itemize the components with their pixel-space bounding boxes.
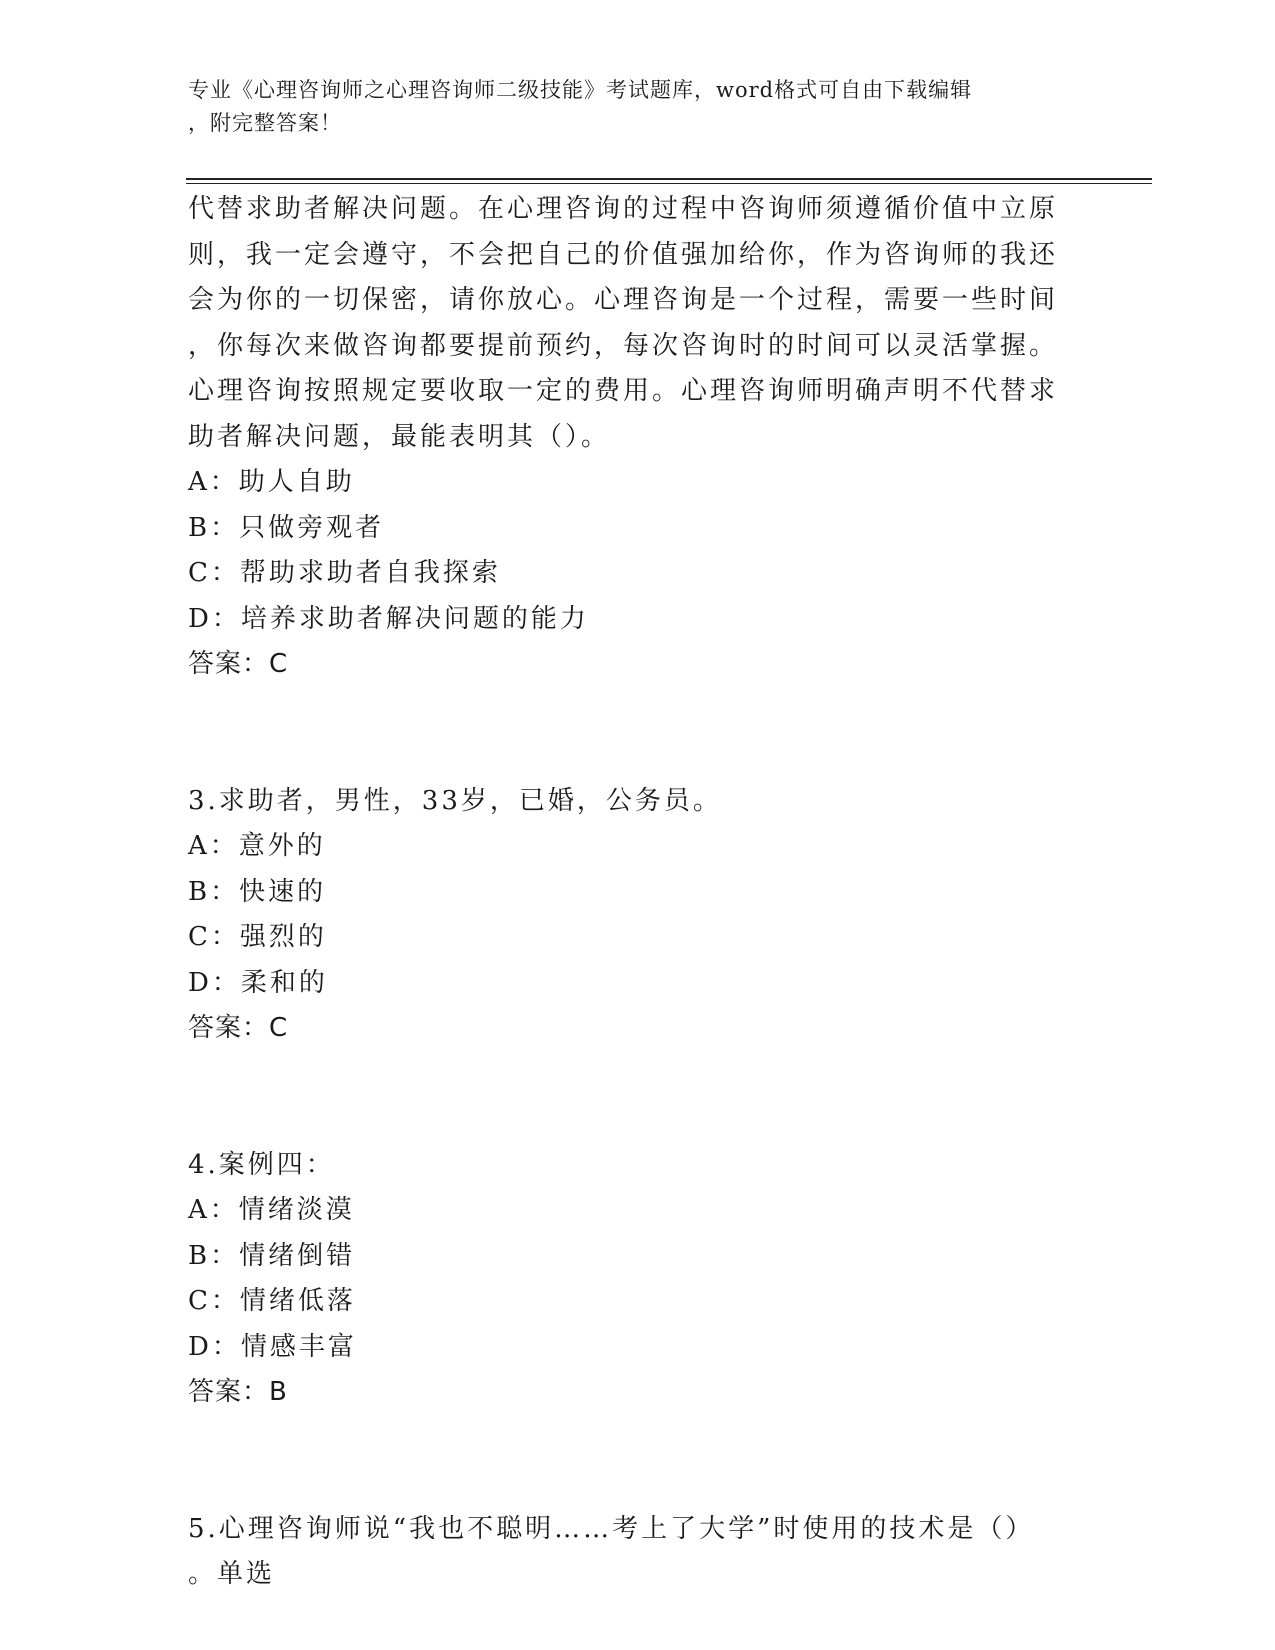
question-3 xyxy=(188,779,1068,1052)
question-4 xyxy=(188,1143,1068,1416)
option-b: B：情绪倒错 xyxy=(188,1240,356,1271)
option-a: A：意外的 xyxy=(188,831,326,861)
spacer xyxy=(188,1052,1068,1143)
option-a: A：助人自助 xyxy=(188,467,355,497)
spacer xyxy=(188,688,1068,779)
option-b: B：只做旁观者 xyxy=(188,512,385,543)
question-2 xyxy=(188,187,1068,688)
option-c: C：情绪低落 xyxy=(188,1286,356,1316)
answer: 答案：C xyxy=(188,1013,289,1043)
question-text: 3.求助者，男性，33岁，已婚，公务员。 xyxy=(188,785,722,816)
question-text-line: 心理咨询按照规定要收取一定的费用。心理咨询师明确声明不代替求 xyxy=(188,376,1059,406)
question-text-line: 。单选 xyxy=(188,1559,276,1589)
spacer xyxy=(188,1416,1068,1507)
header-rule-thin xyxy=(186,183,1152,184)
header-line-1: 专业《心理咨询师之心理咨询师二级技能》考试题库，word格式可自由下载编辑 xyxy=(188,78,973,102)
question-text: 4.案例四： xyxy=(188,1149,335,1180)
question-text-line: 5.心理咨询师说“我也不聪明……考上了大学”时使用的技术是（） xyxy=(188,1513,1035,1544)
option-c: C：强烈的 xyxy=(188,922,327,952)
answer: 答案：B xyxy=(188,1377,288,1407)
question-5 xyxy=(188,1507,1068,1598)
question-text-line: ，你每次来做咨询都要提前预约，每次咨询时的时间可以灵活掌握。 xyxy=(188,330,1059,361)
option-d: D：培养求助者解决问题的能力 xyxy=(188,603,589,634)
question-text-line: 会为你的一切保密，请你放心。心理咨询是一个过程，需要一些时间 xyxy=(188,285,1059,315)
option-c: C：帮助求助者自我探索 xyxy=(188,558,501,588)
question-text-line: 则，我一定会遵守，不会把自己的价值强加给你，作为咨询师的我还 xyxy=(188,239,1059,270)
option-d: D：情感丰富 xyxy=(188,1331,357,1362)
document-body xyxy=(188,187,1068,1598)
question-text-line: 代替求助者解决问题。在心理咨询的过程中咨询师须遵循价值中立原 xyxy=(188,194,1059,224)
answer: 答案：C xyxy=(188,649,289,679)
option-a: A：情绪淡漠 xyxy=(188,1195,355,1225)
option-d: D：柔和的 xyxy=(188,967,328,998)
header-rule-thick xyxy=(186,178,1152,180)
question-text-line: 助者解决问题，最能表明其（）。 xyxy=(188,421,611,452)
header-line-2: ，附完整答案！ xyxy=(188,111,342,135)
document-header xyxy=(188,74,1088,140)
option-b: B：快速的 xyxy=(188,876,327,907)
